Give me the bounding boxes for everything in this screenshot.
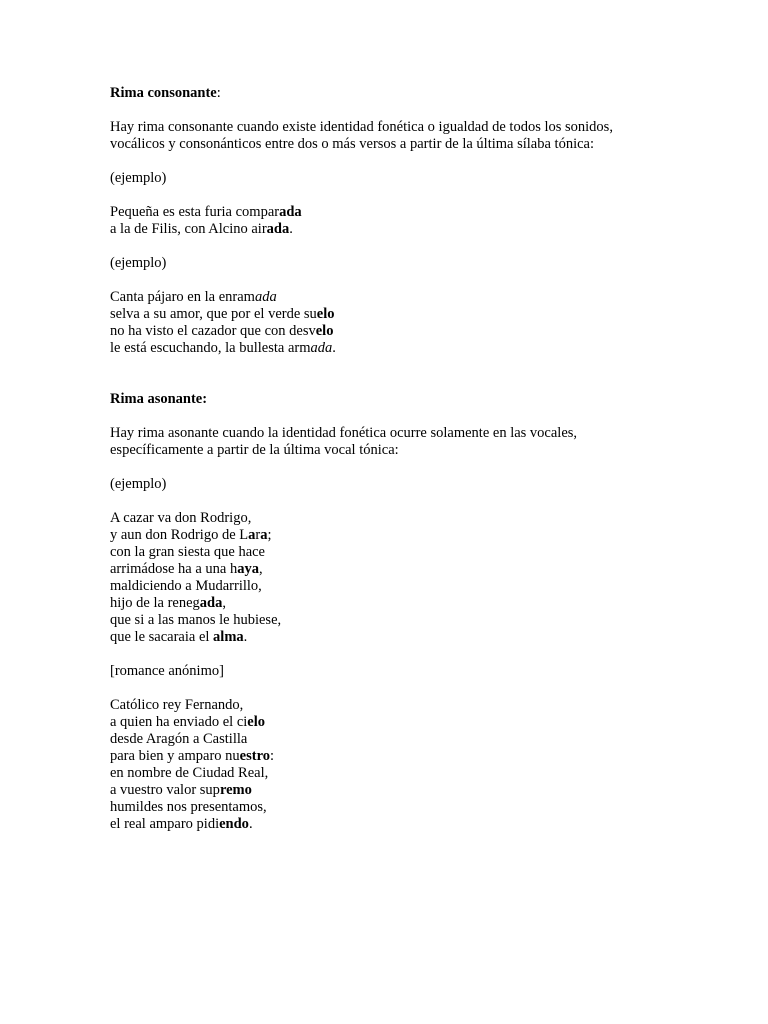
verse-text: selva a su amor, que por el verde su — [110, 306, 317, 322]
verse-line — [110, 527, 730, 544]
verse-line — [110, 561, 730, 578]
rhyme-emphasis: a — [248, 527, 256, 543]
rhyme-emphasis: ada — [279, 204, 302, 220]
verse-text: . — [289, 221, 293, 237]
verse-text: Canta pájaro en la enram — [110, 289, 255, 305]
verse-line — [110, 782, 730, 799]
heading-rima-consonante-text: Rima consonante — [110, 85, 217, 101]
verse-line — [110, 816, 730, 833]
verse-line — [110, 578, 730, 595]
rhyme-emphasis: elo — [247, 714, 266, 730]
verse-block — [110, 204, 730, 238]
rhyme-emphasis: remo — [219, 782, 252, 798]
heading-colon: : — [216, 85, 221, 101]
verse-line — [110, 765, 730, 782]
paragraph-line: vocálicos y consonánticos entre dos o más versos a partir de la última sílaba tónica: — [110, 136, 595, 152]
rhyme-emphasis: ada — [199, 595, 223, 611]
heading-rima-asonante: Rima asonante: — [110, 391, 208, 407]
verse-line — [110, 323, 730, 340]
verse-line — [110, 697, 730, 714]
verse-line — [110, 306, 730, 323]
rhyme-emphasis: elo — [316, 306, 335, 322]
rhyme-emphasis: estro — [239, 748, 270, 764]
heading-rima-consonante — [110, 85, 730, 102]
verse-text: que si a las manos le hubiese, — [110, 612, 282, 628]
verse-text: : — [270, 748, 275, 764]
verse-line — [110, 595, 730, 612]
consonante-intro — [110, 119, 730, 153]
verse-line — [110, 629, 730, 646]
verse-text: a la de Filis, con Alcino air — [110, 221, 267, 237]
verse-text: desde Aragón a Castilla — [110, 731, 248, 747]
verse-text: Católico rey Fernando, — [110, 697, 244, 713]
rhyme-emphasis: elo — [315, 323, 334, 339]
paragraph-line: Hay rima asonante cuando la identidad fonética ocurre solamente en las vocales, — [110, 425, 578, 441]
verse-line — [110, 748, 730, 765]
rhyme-emphasis: endo — [219, 816, 249, 832]
verse-line — [110, 289, 730, 306]
asonante-intro — [110, 425, 730, 459]
verse-text: con la gran siesta que hace — [110, 544, 265, 560]
paragraph-line: específicamente a partir de la última vocal tónica: — [110, 442, 399, 458]
verse-line — [110, 612, 730, 629]
verse-text: y aun don Rodrigo de L — [110, 527, 249, 543]
example-label: (ejemplo) — [110, 170, 167, 186]
rhyme-emphasis: aya — [237, 561, 259, 577]
verse-text: arrimádose ha a una h — [110, 561, 238, 577]
verse-text: a quien ha enviado el ci — [110, 714, 248, 730]
verse-text: maldiciendo a Mudarrillo, — [110, 578, 262, 594]
verse-text: , — [222, 595, 226, 611]
verse-line — [110, 340, 730, 357]
example-label: (ejemplo) — [110, 255, 167, 271]
verse-text: no ha visto el cazador que con desv — [110, 323, 316, 339]
rhyme-emphasis: alma — [213, 629, 244, 645]
verse-text: . — [243, 629, 248, 645]
poem-source: [romance anónimo] — [110, 663, 224, 679]
verse-line — [110, 221, 730, 238]
rhyme-emphasis: ada — [254, 289, 277, 305]
verse-text: Pequeña es esta furia compar — [110, 204, 280, 220]
verse-text: humildes nos presentamos, — [110, 799, 267, 815]
rhyme-emphasis: ada — [266, 221, 290, 237]
example-label: (ejemplo) — [110, 476, 167, 492]
verse-text: hijo de la reneg — [110, 595, 200, 611]
verse-text: el real amparo pidi — [110, 816, 220, 832]
verse-block — [110, 289, 730, 357]
verse-block — [110, 510, 730, 646]
verse-text: que le sacaraia el — [110, 629, 214, 645]
document-page — [110, 85, 730, 833]
verse-text: ; — [267, 527, 272, 543]
verse-line — [110, 799, 730, 816]
verse-line — [110, 544, 730, 561]
verse-text: A cazar va don Rodrigo, — [110, 510, 252, 526]
verse-line — [110, 714, 730, 731]
rhyme-emphasis: a — [260, 527, 268, 543]
verse-line — [110, 510, 730, 527]
verse-text: en nombre de Ciudad Real, — [110, 765, 269, 781]
verse-block — [110, 697, 730, 833]
verse-text: . — [248, 816, 253, 832]
verse-text: . — [332, 340, 336, 356]
verse-text: , — [258, 561, 263, 577]
paragraph-line: Hay rima consonante cuando existe identidad fonética o igualdad de todos los sonidos, — [110, 119, 613, 135]
verse-text: r — [255, 527, 261, 543]
verse-line — [110, 204, 730, 221]
verse-line — [110, 731, 730, 748]
verse-text: a vuestro valor sup — [110, 782, 220, 798]
verse-text: le está escuchando, la bullesta arm — [110, 340, 311, 356]
verse-text: para bien y amparo nu — [110, 748, 240, 764]
rhyme-emphasis: ada — [310, 340, 333, 356]
